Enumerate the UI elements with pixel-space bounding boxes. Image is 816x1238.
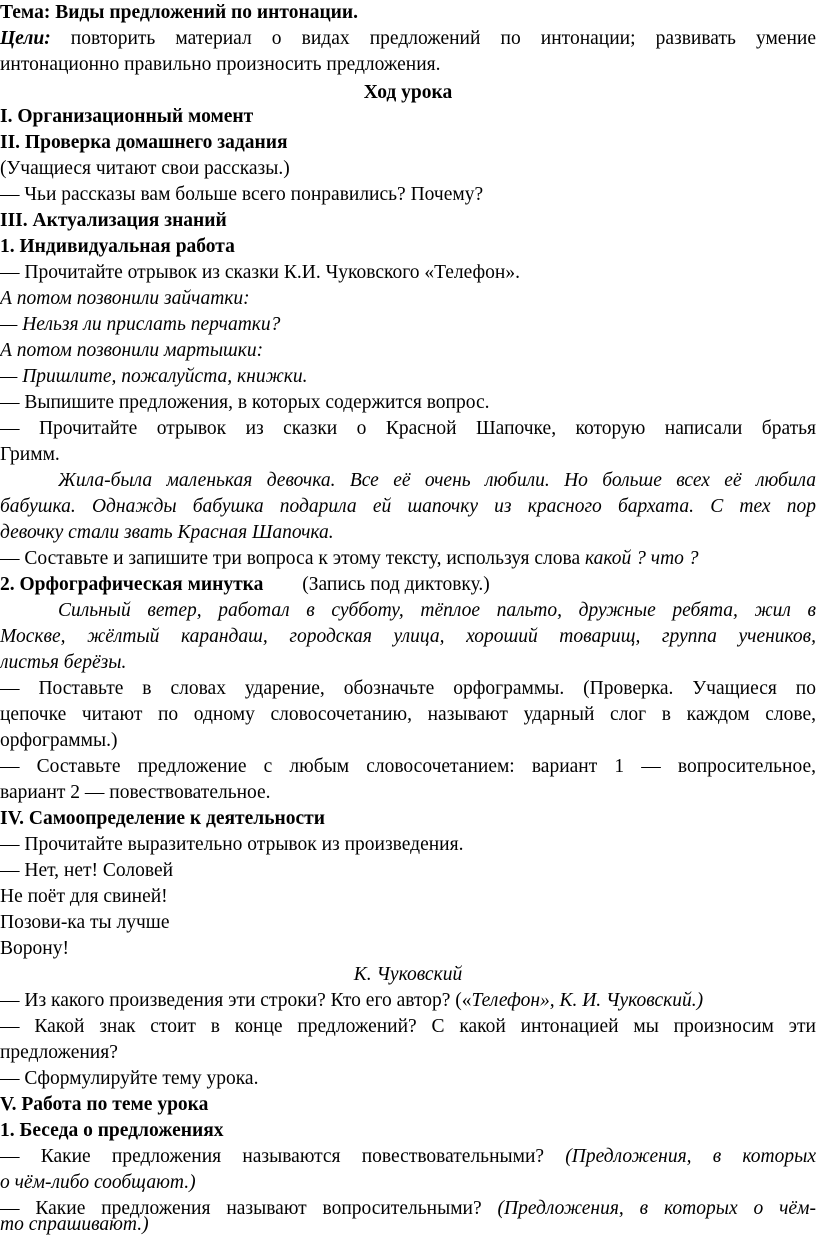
spelling-minute-heading: 2. Орфографическая минутка xyxy=(0,574,264,595)
story-line-2: бабушка. Однажды бабушка подарила ей шапочку из красного бархата. С тех пор xyxy=(0,496,816,517)
section-3-task-1: — Прочитайте отрывок из сказки К.И. Чуковского «Телефон». xyxy=(0,262,520,283)
section-4-question-3: — Сформулируйте тему урока. xyxy=(0,1068,259,1089)
poem-line: А потом позвонили мартышки: xyxy=(0,340,264,361)
dictation-line-3: листья берёзы. xyxy=(0,652,127,673)
section-4-heading: IV. Самоопределение к деятельности xyxy=(0,808,325,829)
verse-line: Не поёт для свиней! xyxy=(0,886,168,907)
verse-line: — Нет, нет! Соловей xyxy=(0,860,174,881)
section-2-question: — Чьи рассказы вам больше всего понравились? Почему? xyxy=(0,184,484,205)
goals-text: повторить материал о видах предложений по интонации; развивать умение xyxy=(70,28,816,49)
story-line-3: девочку стали звать Красная Шапочка. xyxy=(0,522,334,543)
task-4-text: — Составьте и запишите три вопроса к этому тексту, используя слова xyxy=(0,548,581,569)
section-4-question-2-line-1: — Какой знак стоит в конце предложений? С какой интонацией мы произносим эти xyxy=(0,1016,816,1037)
poem-line: А потом позвонили зайчатки: xyxy=(0,288,250,309)
section-3-task-2: — Выпишите предложения, в которых содержится вопрос. xyxy=(0,392,490,413)
story-line-1: Жила-была маленькая девочка. Все её очень любили. Но больше всех её любила xyxy=(58,470,816,491)
section-3-task-5-line-3: орфограммы.) xyxy=(0,730,118,751)
section-5-question-1-line-1 xyxy=(0,1144,816,1170)
question-interrogative-answer: (Предложения, в которых о чём- xyxy=(497,1198,816,1219)
section-4-task-1: — Прочитайте выразительно отрывок из произведения. xyxy=(0,834,464,855)
question-narrative-text: — Какие предложения называются повествовательными? xyxy=(0,1146,545,1167)
section-2-heading: II. Проверка домашнего задания xyxy=(0,132,288,153)
section-3-task-5-line-1: — Поставьте в словах ударение, обозначьте орфограммы. (Проверка. Учащиеся по xyxy=(0,678,816,699)
question-narrative-answer: (Предложения, в которых xyxy=(565,1146,816,1167)
section-3-task-4 xyxy=(0,546,816,572)
verse-line: Ворону! xyxy=(0,938,69,959)
section-4-question-1 xyxy=(0,988,816,1014)
topic-line xyxy=(0,0,816,26)
poem-line: — Нельзя ли прислать перчатки? xyxy=(0,314,281,335)
section-1-heading: I. Организационный момент xyxy=(0,106,254,127)
poem-line: — Пришлите, пожалуйста, книжки. xyxy=(0,366,308,387)
section-3-task-3-line-2: Гримм. xyxy=(0,444,60,465)
dictation-line-1: Сильный ветер, работал в субботу, тёплое пальто, дружные ребята, жил в xyxy=(58,600,816,621)
section-3-subheading-2 xyxy=(0,572,816,598)
topic-text: Виды предложений по интонации. xyxy=(55,2,359,23)
dictation-line-2: Москве, жёлтый карандаш, городская улица, хороший товарищ, группа учеников, xyxy=(0,626,816,647)
section-3-task-5-line-2: цепочке читают по одному словосочетанию, называют ударный слог в каждом слове, xyxy=(0,704,816,725)
section-3-task-6-line-2: вариант 2 — повествовательное. xyxy=(0,782,271,803)
spelling-minute-note: (Запись под диктовку.) xyxy=(302,574,490,595)
goals-label: Цели: xyxy=(0,28,51,49)
lesson-title: Ход урока xyxy=(363,82,453,103)
section-3-task-3-line-1: — Прочитайте отрывок из сказки о Красной Шапочке, которую написали братья xyxy=(0,418,816,439)
section-3-heading: III. Актуализация знаний xyxy=(0,210,227,231)
topic-label: Тема: xyxy=(0,2,51,23)
section-5-question-2-line-2: то спрашивают.) xyxy=(0,1214,149,1235)
section-5-subheading-1: 1. Беседа о предложениях xyxy=(0,1120,224,1141)
question-1-answer: Телефон», К. И. Чуковский.) xyxy=(471,990,704,1011)
section-5-heading: V. Работа по теме урока xyxy=(0,1094,209,1115)
question-1-text: — Из какого произведения эти строки? Кто его автор? (« xyxy=(0,990,472,1011)
section-5-question-1-line-2: о чём-либо сообщают.) xyxy=(0,1172,196,1193)
goals-line-2: интонационно правильно произносить предложения. xyxy=(0,54,441,75)
verse-author: К. Чуковский xyxy=(353,964,463,985)
section-3-task-6-line-1: — Составьте предложение с любым словосочетанием: вариант 1 — вопросительное, xyxy=(0,756,816,777)
section-3-subheading-1: 1. Индивидуальная работа xyxy=(0,236,235,257)
task-4-words: какой ? что ? xyxy=(585,548,699,569)
section-4-question-2-line-2: предложения? xyxy=(0,1042,118,1063)
question-interrogative-text: — Какие предложения называют вопросительными? xyxy=(0,1198,482,1219)
goals-line-1 xyxy=(0,26,816,52)
verse-line: Позови-ка ты лучше xyxy=(0,912,170,933)
section-2-note: (Учащиеся читают свои рассказы.) xyxy=(0,158,290,179)
